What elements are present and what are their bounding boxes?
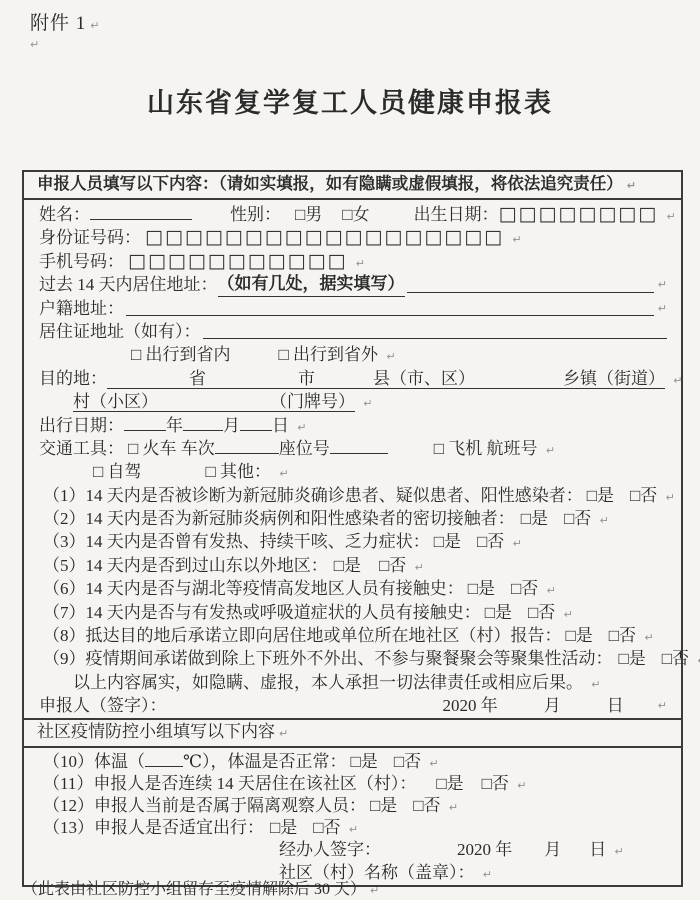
question-row — [39, 647, 690, 670]
birth-date-boxes[interactable]: □□□□□□□□ — [498, 203, 659, 225]
question-7-no-checkbox[interactable]: □否 — [528, 602, 556, 622]
destination-town-label: 乡镇（街道） — [563, 368, 665, 388]
name-label: 姓名： — [39, 205, 90, 224]
row-destination — [39, 367, 667, 390]
question-5-no-checkbox[interactable]: □否 — [379, 555, 407, 575]
destination-province-label: 省 — [189, 368, 206, 388]
question-1-no-checkbox[interactable]: □否 — [630, 485, 658, 505]
question-3-text: （3）14 天内是否曾有发热、持续干咳、乏力症状： — [43, 532, 430, 552]
row-household-address — [39, 297, 667, 320]
row-village — [39, 390, 667, 413]
declarant-signature-label: 申报人（签字）： — [39, 696, 167, 716]
travel-out-province-checkbox[interactable]: □ 出行到省外 — [278, 345, 379, 365]
id-number-boxes[interactable]: □□□□□□□□□□□□□□□□□□ — [145, 226, 505, 249]
sign-month: 月 — [543, 696, 561, 716]
transport-other-checkbox[interactable]: □ 其他： — [205, 462, 272, 482]
question-6-text: （6）14 天内是否与湖北等疫情高发地区人员有接触史： — [43, 579, 464, 599]
travel-day-label: 日 — [272, 415, 289, 435]
phone-label: 手机号码： — [39, 251, 124, 271]
declarant-section-body — [24, 200, 690, 719]
question-1-yes-checkbox[interactable]: □是 — [586, 485, 615, 505]
row-declarant-signature — [39, 694, 667, 717]
operator-sign-year: 2020 年 — [457, 840, 513, 860]
declaration-text: 以上内容属实，如隐瞒、虚报，本人承担一切法律责任或相应后果。 — [73, 672, 583, 692]
operator-sign-month: 月 — [544, 840, 562, 860]
village-label: 村（小区） — [73, 392, 158, 412]
row-operator-signature — [39, 839, 667, 861]
household-address-input-blank[interactable] — [126, 301, 654, 316]
row-travel-scope — [39, 343, 667, 366]
row-declaration — [39, 671, 667, 694]
question-row — [39, 554, 667, 577]
question-row — [39, 484, 667, 507]
address-14days-label: 过去 14 天内居住地址： — [39, 275, 218, 295]
question-row — [39, 507, 667, 530]
transport-self-drive-checkbox[interactable]: □ 自驾 — [93, 462, 142, 482]
question-row — [39, 795, 667, 817]
question-9-no-checkbox[interactable]: □否 — [661, 649, 690, 669]
retention-note: （此表由社区防控小组留存至疫情解除后 30 天） ↵ — [22, 876, 379, 899]
village-fill-line[interactable] — [73, 392, 355, 412]
question-9-yes-checkbox[interactable]: □是 — [618, 649, 646, 669]
question-1-text: （1）14 天内是否被诊断为新冠肺炎确诊患者、疑似患者、阳性感染者： — [43, 485, 583, 505]
sign-year: 2020 年 — [442, 696, 498, 716]
travel-date-label: 出行日期： — [39, 415, 124, 435]
operator-signature-label: 经办人签字： — [279, 840, 381, 860]
question-6-no-checkbox[interactable]: □否 — [511, 579, 539, 599]
transport-label: 交通工具： — [39, 438, 124, 458]
question-13-yes-checkbox[interactable]: □是 — [270, 818, 298, 838]
blank-line — [0, 35, 700, 61]
question-12-text: （12）申报人当前是否属于隔离观察人员： — [43, 795, 366, 815]
row-permit-address — [39, 320, 667, 343]
question-row — [39, 624, 667, 647]
question-2-yes-checkbox[interactable]: □是 — [520, 509, 549, 529]
gender-label: 性别： — [230, 205, 281, 224]
operator-sign-day: 日 — [589, 840, 607, 860]
question-9-text: （9）疫情期间承诺做到除上下班外不外出、不参与聚餐聚会等聚集性活动： — [43, 649, 613, 669]
row-name-gender-birth — [39, 203, 667, 226]
question-row — [39, 577, 667, 600]
temperature-label-suffix: ℃），体温是否正常： — [183, 751, 347, 771]
travel-month-blank[interactable] — [183, 416, 223, 431]
address-14days-hint: （如有几处，据实填写） — [218, 272, 405, 296]
question-8-text: （8）抵达目的地后承诺立即向居住地或单位所在地社区（村）报告： — [43, 626, 562, 646]
question-row — [39, 817, 667, 839]
question-3-yes-checkbox[interactable]: □是 — [433, 532, 462, 552]
community-section-header: 社区疫情防控小组填写以下内容 ↵ — [24, 718, 681, 748]
travel-month-label: 月 — [223, 415, 240, 435]
question-7-yes-checkbox[interactable]: □是 — [484, 602, 513, 622]
phone-boxes[interactable]: □□□□□□□□□□□ — [128, 249, 348, 272]
travel-in-province-checkbox[interactable]: □ 出行到省内 — [131, 345, 231, 365]
question-row — [39, 601, 667, 624]
seat-number-blank[interactable] — [330, 439, 388, 454]
travel-year-blank[interactable] — [124, 416, 166, 431]
row-address-14days — [39, 273, 667, 296]
question-7-text: （7）14 天内是否与有发热或呼吸道症状的人员有接触史： — [43, 602, 481, 622]
question-5-text: （5）14 天内是否到过山东以外地区： — [43, 555, 328, 575]
question-8-yes-checkbox[interactable]: □是 — [565, 626, 593, 646]
row-transport2 — [39, 460, 667, 483]
destination-county-label: 县（市、区） — [373, 368, 475, 388]
travel-day-blank[interactable] — [240, 416, 272, 431]
birth-date-label: 出生日期： — [413, 205, 499, 224]
address-14days-input-blank[interactable] — [407, 278, 654, 293]
health-declaration-table — [22, 170, 690, 887]
travel-year-label: 年 — [166, 415, 183, 435]
question-2-text: （2）14 天内是否为新冠肺炎病例和阳性感染者的密切接触者： — [43, 509, 515, 529]
declarant-section-header: 申报人员填写以下内容：（请如实填报，如有隐瞒或虚假填报，将依法追究责任） ↵ — [24, 172, 681, 200]
row-phone-number — [39, 250, 667, 273]
row-transport — [39, 437, 667, 460]
household-address-label: 户籍地址： — [39, 298, 124, 318]
train-number-blank[interactable] — [215, 439, 279, 454]
question-11-no-checkbox[interactable]: □否 — [481, 773, 509, 793]
question-10-no-checkbox[interactable]: □否 — [393, 751, 422, 771]
question-12-yes-checkbox[interactable]: □是 — [370, 795, 398, 815]
community-seal-label: 社区（村）名称（盖章）： — [279, 862, 475, 882]
row-id-number — [39, 226, 667, 249]
community-section-body — [24, 748, 681, 885]
row-travel-date — [39, 414, 667, 437]
question-11-yes-checkbox[interactable]: □是 — [436, 773, 464, 793]
destination-city-label: 市 — [298, 368, 315, 388]
question-3-no-checkbox[interactable]: □否 — [477, 532, 505, 552]
question-11-text: （11）申报人是否连续 14 天居住在该社区（村）： — [43, 773, 417, 793]
sign-day: 日 — [606, 696, 624, 716]
permit-address-input-blank[interactable] — [203, 324, 668, 339]
question-12-no-checkbox[interactable]: □否 — [413, 795, 441, 815]
transport-train-checkbox[interactable]: □ 火车 车次 — [128, 438, 215, 458]
question-row — [39, 773, 667, 795]
id-number-label: 身份证号码： — [39, 228, 141, 248]
attachment-label: 附件 1 ↵ — [0, 0, 700, 35]
temperature-input-blank[interactable] — [145, 752, 183, 767]
temperature-label-prefix: （10）体温（ — [43, 751, 145, 771]
question-10-yes-checkbox[interactable]: □是 — [350, 751, 378, 771]
transport-plane-checkbox[interactable]: □ 飞机 航班号 — [433, 438, 538, 458]
row-temperature — [39, 751, 667, 773]
seat-number-label: 座位号 — [278, 438, 330, 458]
question-row — [39, 530, 667, 553]
destination-fill-line[interactable] — [107, 369, 665, 389]
destination-label: 目的地： — [39, 368, 107, 388]
question-6-yes-checkbox[interactable]: □是 — [467, 579, 496, 599]
page-title: 山东省复学复工人员健康申报表 — [147, 88, 553, 118]
question-5-yes-checkbox[interactable]: □是 — [333, 555, 362, 575]
door-number-label: （门牌号） — [270, 392, 355, 412]
gender-female-checkbox[interactable]: □女 — [342, 205, 370, 224]
permit-address-label: 居住证地址（如有）： — [39, 321, 201, 341]
name-input-blank[interactable] — [90, 205, 192, 220]
question-8-no-checkbox[interactable]: □否 — [608, 626, 637, 646]
question-13-no-checkbox[interactable]: □否 — [313, 818, 341, 838]
gender-male-checkbox[interactable]: □男 — [295, 205, 323, 224]
question-13-text: （13）申报人是否适宜出行： — [43, 818, 264, 838]
question-2-no-checkbox[interactable]: □否 — [564, 509, 592, 529]
